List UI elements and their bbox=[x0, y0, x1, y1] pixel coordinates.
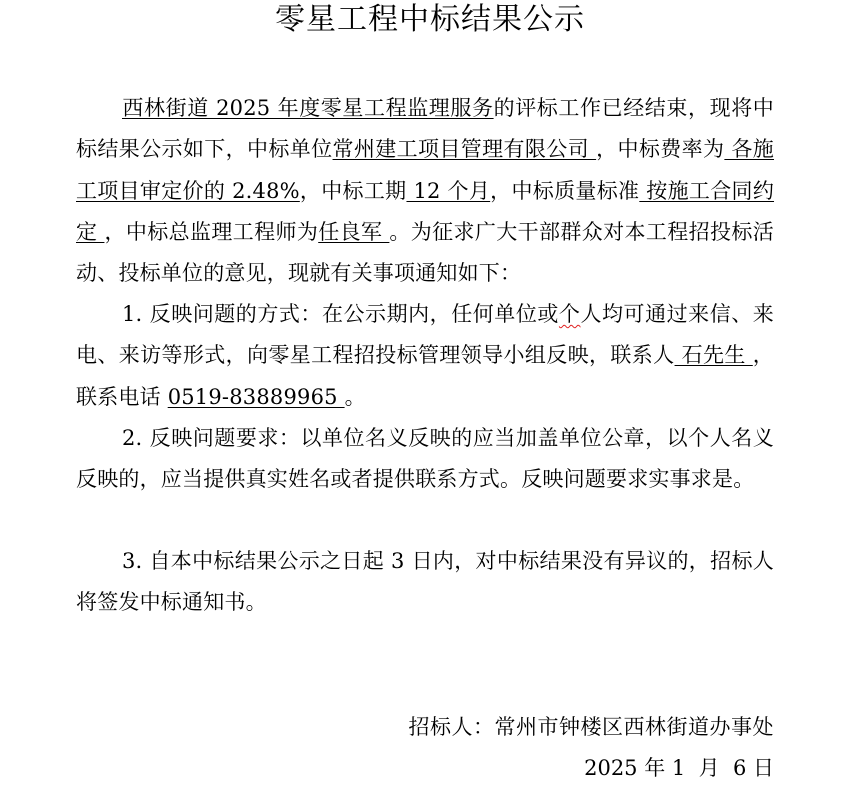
fee-rate: 各施工项目审定价的 2.48% bbox=[76, 137, 775, 203]
intro-text: ，中标费率为 bbox=[596, 137, 725, 162]
item-text: 3. 自本中标结果公示之日起 3 日内，对中标结果没有异议的，招标人将签发中标通知书。 bbox=[76, 549, 774, 615]
contact-phone: 0519-83889965 bbox=[167, 384, 345, 409]
project-name: 西林街道 2025 年度零星工程监理服务 bbox=[122, 96, 494, 120]
item-text: 。 bbox=[344, 384, 366, 409]
item-text: 人均可通过来信、来电、来访等形式，向零星工程招投标管理领导小组反映，联系人 bbox=[76, 302, 774, 368]
spellcheck-flagged-word: 个 bbox=[558, 302, 581, 326]
notice-item-2 bbox=[76, 418, 774, 501]
intro-text: 的评标工作已经结束，现将中标结果公示如下，中标单位 bbox=[76, 96, 774, 162]
quality-standard: 按施工合同约定 bbox=[76, 178, 775, 244]
intro-text: ，中标质量标准 bbox=[490, 178, 640, 203]
contract-duration: 12 个月 bbox=[406, 178, 491, 203]
item-text: 2. 反映问题要求：以单位名义反映的应当加盖单位公章，以个人名义反映的，应当提供真实姓名或者提供联系方式。反映问题要求实事求是。 bbox=[76, 426, 774, 492]
intro-text: ，中标工期 bbox=[299, 178, 407, 203]
notice-item-3 bbox=[76, 541, 774, 624]
notice-date: 2025 年 1 月 6 日 bbox=[584, 756, 774, 780]
document-title: 零星工程中标结果公示 bbox=[275, 2, 585, 37]
notice-item-1 bbox=[76, 294, 774, 418]
item-text: 1. 反映问题的方式：在公示期内，任何单位或 bbox=[122, 302, 559, 326]
chief-engineer: 任良军 bbox=[318, 219, 390, 244]
winning-bidder: 常州建工项目管理有限公司 bbox=[332, 137, 597, 162]
intro-text: 。为征求广大干部群众对本工程招投标活动、投标单位的意见，现就有关事项通知如下： bbox=[76, 219, 774, 286]
item-text: ，联系电话 bbox=[76, 343, 774, 409]
tenderer-signature: 招标人：常州市钟楼区西林街道办事处 bbox=[408, 715, 774, 739]
contact-person: 石先生 bbox=[674, 343, 753, 368]
intro-text: ，中标总监理工程师为 bbox=[104, 219, 319, 244]
intro-paragraph bbox=[76, 88, 774, 294]
